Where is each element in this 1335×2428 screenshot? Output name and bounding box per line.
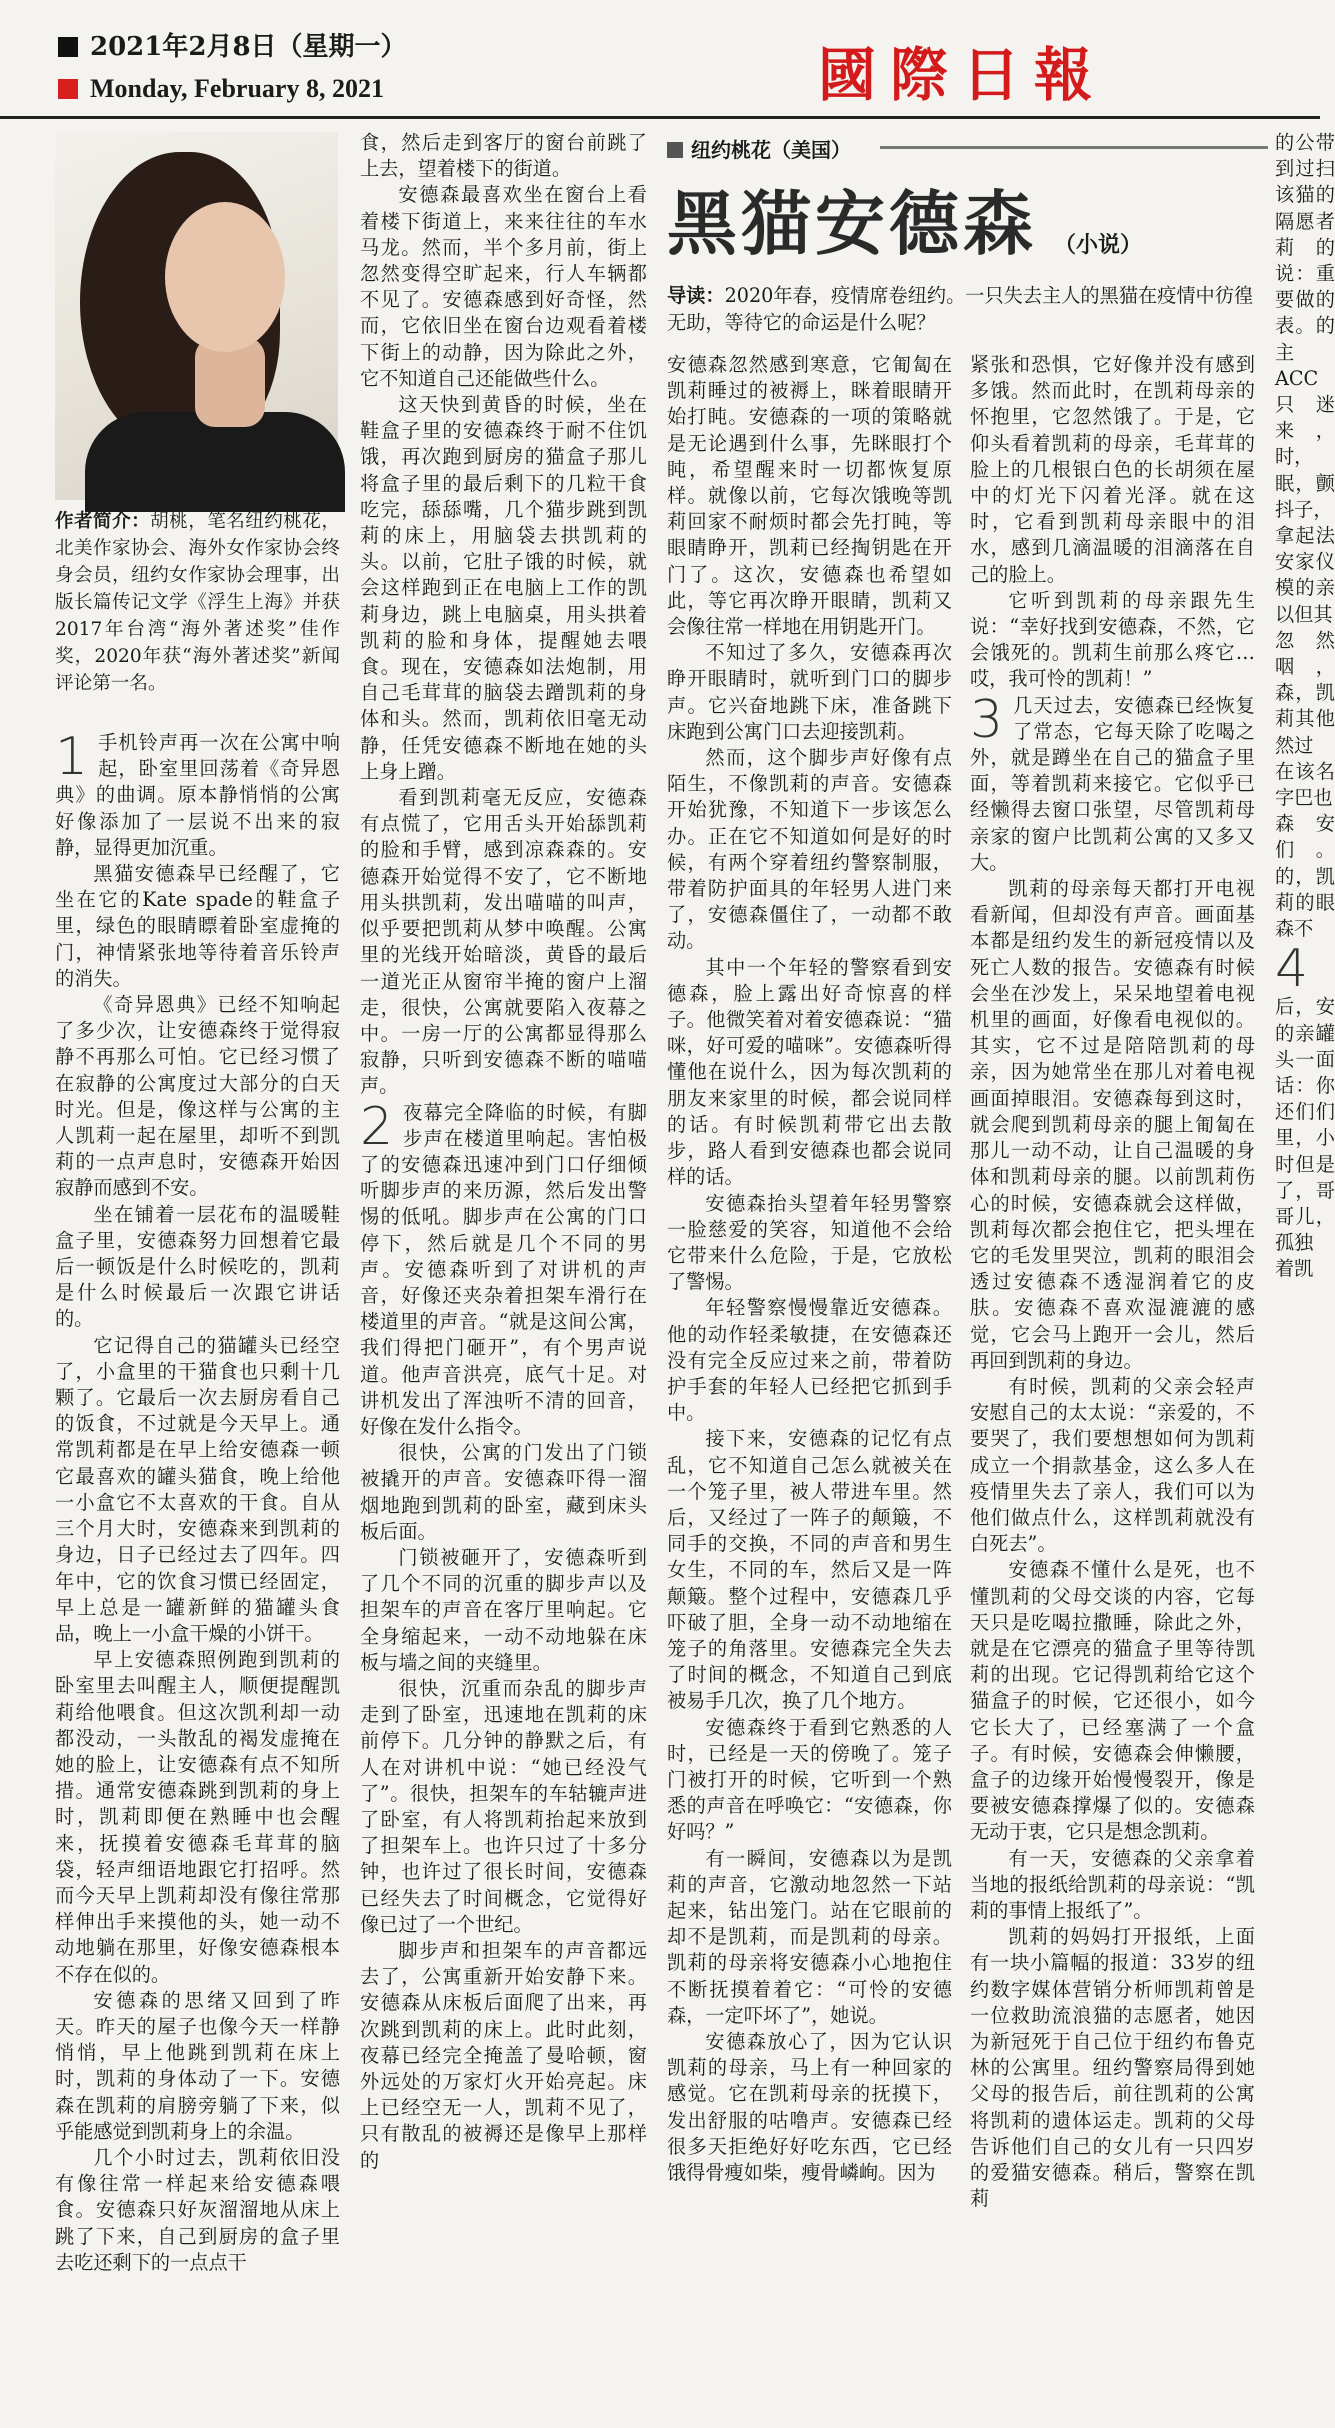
author-photo (55, 132, 338, 500)
article-title: 黑猫安德森 (667, 183, 1037, 265)
section-label-text: 纽约桃花（美国） (691, 138, 851, 162)
article-column-2 (360, 130, 647, 2174)
paragraph: 几个小时过去，凯莉依旧没有像往常一样起来给安德森喂食。安德森只好灰溜溜地从床上跳了下来，自己到厨房的盒子里去吃还剩下的一点点干 (55, 2145, 340, 2274)
paragraph: 安德森不懂什么是死，也不懂凯莉的父母交谈的内容，它每天只是吃喝拉撒睡，除此之外，就是在它漂亮的猫盒子里等待凯莉的出现。它记得凯莉给它这个猫盒子的时候，它还很小，如今它长大了，已经塞满了一个盒子。有时候，安德森会伸懒腰，盒子的边缘开始慢慢裂开，像是要被安德森撑爆了似的。安德森无动于衷，它只是想念凯莉。 (970, 1558, 1255, 1844)
paragraph: 紧张和恐惧，它好像并没有感到多饿。然而此时，在凯莉母亲的怀抱里，它忽然饿了。于是，它仰头看着凯莉的母亲，毛茸茸的脸上的几根银白色的长胡须在屋中的灯光下闪着光泽。就在这时，它看到凯莉母亲眼中的泪水，感到几滴温暖的泪滴落在自己的脸上。 (970, 353, 1255, 586)
author-bio (55, 508, 340, 697)
paragraph: 安德森忽然感到寒意，它匍匐在凯莉睡过的被褥上，眯着眼睛开始打盹。安德森的一项的策略就是无论遇到什么事，先眯眼打个盹，希望醒来时一切都恢复原样。就像以前，它每次饿晚等凯莉回家不耐烦时都会先打盹，等眼睛睁开，凯莉已经掏钥匙在开门了。这次，安德森也希望如此，等它再次睁开眼睛，凯莉又会像往常一样地在用钥匙开门。 (667, 353, 952, 639)
paragraph: 安德森终于看到它熟悉的人时，已经是一天的傍晚了。笼子门被打开的时候，它听到一个熟悉的声音在呼唤它：“安德森，你好吗？” (667, 1715, 952, 1844)
lead-text: 2020年春，疫情席卷纽约。一只失去主人的黑猫在疫情中彷徨无助，等待它的命运是什么呢？ (667, 284, 1254, 334)
paragraph: 森安们。的，凯莉的眼森不 (1275, 812, 1335, 941)
paragraph: 然而，这个脚步声好像有点陌生，不像凯莉的声音。安德森开始犹豫，不知道下一步该怎么办。正在它不知道如何是好的时候，有两个穿着纽约警察制服，带着防护面具的年轻男人进门来了，安德森僵住了，一动都不敢动。 (667, 746, 952, 953)
paragraph: 的公带到过扫该猫的隔愿者莉的说：重要做的表。的主ACC只迷来，时， (1275, 131, 1335, 469)
article-column-4 (970, 352, 1255, 2212)
date-en-text: Monday, February 8, 2021 (90, 74, 384, 103)
paragraph: 《奇异恩典》已经不知响起了多少次，让安德森终于觉得寂静不再那么可怕。它已经习惯了在寂静的公寓度过大部分的白天时光。但是，像这样与公寓的主人凯莉一起在屋里，却听不到凯莉的一点声息时，安德森开始因寂静而感到不安。 (55, 993, 340, 1200)
paragraph: 看到凯莉毫无反应，安德森有点慌了，它用舌头开始舔凯莉的脸和手臂，感到凉森森的。安德森开始觉得不安了，它不断地用头拱凯莉，发出喵喵的叫声，似乎要把凯莉从梦中唤醒。公寓里的光线开始暗淡，黄昏的最后一道光正从窗帘半掩的窗户上溜走，很快，公寓就要陷入夜幕之中。一房一厅的公寓都显得那么寂静，只听到安德森不断的喵喵声。 (360, 786, 647, 1098)
paragraph: 安德森的思绪又回到了昨天。昨天的屋子也像今天一样静悄悄，早上他跳到凯莉在床上时，凯莉的身体动了一下。安德森在凯莉的肩膀旁躺了下来，似乎能感觉到凯莉身上的余温。 (55, 1988, 340, 2143)
section-number-1: 1 (55, 727, 89, 787)
paragraph: 有时候，凯莉的父亲会轻声安慰自己的太太说：“亲爱的，不要哭了，我们要想想如何为凯莉成立一个捐款基金，这么多人在疫情里失去了亲人，我们可以为他们做点什么，这样凯莉就没有白死去”。 (970, 1374, 1255, 1556)
section-rule (880, 146, 1268, 149)
paragraph: 2 夜幕完全降临的时候，有脚步声在楼道里响起。害怕极了的安德森迅速冲到门口仔细倾听脚步声的来历源，然后发出警惕的低吼。脚步声在公寓的门口停下，然后就是几个不同的男声。安德森听到了对讲机的声音，好像还夹杂着担架车滑行在楼道里的声音。“就是这间公寓，我们得把门砸开”，有个男声说道。他声音洪亮，底气十足。对讲机发出了浑浊听不清的回音，好像在发什么指令。 (360, 1096, 647, 1438)
section-label (667, 134, 851, 163)
paragraph: 年轻警察慢慢靠近安德森。他的动作轻柔敏捷，在安德森还没有完全反应过来之前，带着防护手套的年轻人已经把它抓到手中。 (667, 1296, 952, 1425)
paragraph: 4 后，安的亲罐头一面话：你还们们里，小时但是了，哥哥儿，孤独 (1275, 939, 1335, 1255)
paragraph: 凯莉的妈妈打开报纸，上面有一块小篇幅的报道：33岁的纽约数字媒体营销分析师凯莉曾是一位救助流浪猫的志愿者，她因为新冠死于自己位于纽约布鲁克林的公寓里。纽约警察局得到她父母的报告后，前往凯莉的公寓将凯莉的遗体运走。凯莉的父母告诉他们自己的女儿有一只四岁的爱猫安德森。稍后，警察在凯莉 (970, 1925, 1255, 2211)
paragraph: 门锁被砸开了，安德森听到了几个不同的沉重的脚步声以及担架车的声音在客厅里响起。它全身缩起来，一动不动地躲在床板与墙之间的夹缝里。 (360, 1545, 647, 1674)
paragraph: 3 几天过去，安德森已经恢复了常态，它每天除了吃喝之外，就是蹲坐在自己的猫盒子里面，等着凯莉来接它。它似乎已经懒得去窗口张望，尽管凯莉母亲家的窗户比凯莉公寓的又多又大。 (970, 689, 1255, 874)
section-number-3: 3 (970, 689, 1004, 750)
paragraph: 1 手机铃声再一次在公寓中响起，卧室里回荡着《奇异恩典》的曲调。原本静悄悄的公寓好像添加了一层说不出来的寂静，显得更加沉重。 (55, 727, 340, 859)
paragraph: 在该名字巴也 (1275, 759, 1335, 810)
article-column-5-partial (1275, 130, 1335, 1283)
section-square-icon (667, 142, 683, 158)
article-lead (667, 282, 1257, 336)
article-column-3 (667, 352, 952, 2186)
header-date-cn (58, 26, 407, 63)
article-column-1 (55, 727, 340, 2276)
paragraph: 脚步声和担架车的声音都远去了，公寓重新开始安静下来。安德森从床板后面爬了出来，再次跳到凯莉的床上。此时此刻，夜幕已经完全掩盖了曼哈顿，窗外远处的万家灯火开始亮起。床上已经空无一人，凯莉不见了，只有散乱的被褥还是像早上那样的 (360, 1939, 647, 2172)
article-subtitle: （小说） (1054, 232, 1143, 258)
paragraph: 有一瞬间，安德森以为是凯莉的声音，它激动地忽然一下站起来，钻出笼门。站在它眼前的却不是凯莉，而是凯莉的母亲。凯莉的母亲将安德森小心地抱住不断抚摸着着它：“可怜的安德森，一定吓坏了”，她说。 (667, 1846, 952, 2027)
paragraph: 早上安德森照例跑到凯莉的卧室里去叫醒主人，顺便提醒凯莉给他喂食。但这次凯利却一动都没动，一头散乱的褐发虚掩在她的脸上，让安德森有点不知所措。通常安德森跳到凯莉的身上时，凯莉即便在熟睡中也会醒来，抚摸着安德森毛茸茸的脑袋，轻声细语地跟它打招呼。然而今天早上凯莉却没有像往常那样伸出手来摸他的头，她一动不动地躺在那里，好像安德森根本不存在似的。 (55, 1648, 340, 1986)
date-cn-text: 2021年2月8日（星期一） (90, 32, 407, 62)
paragraph: 接下来，安德森的记忆有点乱，它不知道自己怎么就被关在一个笼子里，被人带进车里。然后，又经过了一阵子的颠簸，不同手的交换，不同的声音和男生女生，不同的车，然后又是一阵颠簸。整个过程中，安德森几乎吓破了胆，全身一动不动地缩在笼子的角落里。安德森完全失去了时间的概念，不知道自己到底被易手几次，换了几个地方。 (667, 1427, 952, 1713)
section-number-4: 4 (1275, 939, 1309, 1000)
lead-label: 导读： (667, 284, 725, 307)
paragraph: 这天快到黄昏的时候，坐在鞋盒子里的安德森终于耐不住饥饿，再次跑到厨房的猫盒子那儿将盒子里的最后剩下的几粒干食吃完，舔舔嘴，几个猫步跳到凯莉的床上，用脑袋去拱凯莉的头。以前，它肚子饿的时候，就会这样跑到正在电脑上工作的凯莉身边，跳上电脑桌，用头拱着凯莉的脸和身体，提醒她去喂食。现在，安德森如法炮制，用自己毛茸茸的脑袋去蹭凯莉的身体和头。然而，凯莉依旧毫无动静，任凭安德森不断地在她的头上身上蹭。 (360, 393, 647, 783)
red-square-icon (58, 79, 78, 99)
paragraph: 安德森抬头望着年轻男警察一脸慈爱的笑容，知道他不会给它带来什么危险，于是，它放松了警惕。 (667, 1191, 952, 1294)
paragraph: 黑猫安德森早已经醒了，它坐在它的Kate spade的鞋盒子里，绿色的眼睛瞟着卧室虚掩的门，神情紧张地等待着音乐铃声的消失。 (55, 862, 340, 990)
paragraph: 它记得自己的猫罐头已经空了，小盒里的干猫食也只剩十几颗了。它最后一次去厨房看自己的饭食，不过就是今天早上。通常凯莉都是在早上给安德森一顿它最喜欢的罐头猫食，晚上给他一小盒它不太喜欢的干食。自从三个月大时，安德森来到凯莉的身边，日子已经过去了四年。四年中，它的饮食习惯已经固定，早上总是一罐新鲜的猫罐头食品，晚上一小盒干燥的小饼干。 (55, 1333, 340, 1645)
author-bio-label: 作者简介： (55, 511, 151, 532)
paragraph: 着凯 (1275, 1257, 1314, 1281)
paragraph: 忽然咽，森，凯莉其他然过 (1275, 628, 1335, 757)
paragraph: 很快，公寓的门发出了门锁被撬开的声音。安德森吓得一溜烟地跑到凯莉的卧室，藏到床头板后面。 (360, 1441, 647, 1543)
top-rule (0, 116, 1320, 119)
paragraph: 安德森放心了，因为它认识凯莉的母亲，马上有一种回家的感觉。它在凯莉母亲的抚摸下，发出舒服的咕噜声。安德森已经很多天拒绝好好吃东西，它已经饿得骨瘦如柴，瘦骨嶙峋。因为 (667, 2030, 952, 2185)
paragraph: 很快，沉重而杂乱的脚步声走到了卧室，迅速地在凯莉的床前停下。几分钟的静默之后，有人在对讲机中说：“她已经没气了”。很快，担架车的车轱辘声进了卧室，有人将凯莉抬起来放到了担架车上。也许只过了十多分钟，也许过了很长时间，安德森已经失去了时间概念，它觉得好像已过了一个世纪。 (360, 1676, 647, 1936)
paragraph: 有一天，安德森的父亲拿着当地的报纸给凯莉的母亲说：“凯莉的事情上报纸了”。 (970, 1846, 1255, 1922)
black-square-icon (58, 37, 78, 57)
paragraph: 凯莉的母亲每天都打开电视看新闻，但却没有声音。画面基本都是纽约发生的新冠疫情以及死亡人数的报告。安德森有时候会坐在沙发上，呆呆地望着电视机里的画面，好像看电视似的。其实，它不过是陪陪凯莉的母亲，因为她常坐在那儿对着电视画面掉眼泪。安德森每到这时，就会爬到凯莉母亲的腿上匍匐在那儿一动不动，让自己温暖的身体和凯莉母亲的腿。以前凯莉伤心的时候，安德森就会这样做，凯莉每次都会抱住它，把头埋在它的毛发里哭泣，凯莉的眼泪会透过安德森不透湿润着它的皮肤。安德森不喜欢湿漉漉的感觉，它会马上跑开一会儿，然后再回到凯莉的身边。 (970, 877, 1255, 1372)
paragraph: 其中一个年轻的警察看到安德森，脸上露出好奇惊喜的样子。他微笑着对着安德森说：“猫咪，好可爱的喵咪”。安德森听得懂他在说什么，因为每次凯莉的朋友来家里的时候，都会说同样的话。有时候凯莉带它出去散步，路人看到安德森也都会说同样的话。 (667, 955, 952, 1189)
paragraph: 安德森最喜欢坐在窗台上看着楼下街道上，来来往往的车水马龙。然而，半个多月前，街上忽然变得空旷起来，行人车辆都不见了。安德森感到好奇怪，然而，它依旧坐在窗台边观看着楼下街上的动静，因为除此之外，它不知道自己还能做些什么。 (360, 183, 647, 390)
paragraph: 坐在铺着一层花布的温暖鞋盒子里，安德森努力回想着它最后一顿饭是什么时候吃的，凯莉是什么时候最后一次跟它讲话的。 (55, 1202, 340, 1331)
masthead: 國際日報 (818, 41, 1107, 109)
paragraph: 眠，颤抖子， (1275, 471, 1335, 521)
paragraph: 不知过了多久，安德森再次睁开眼睛时，就听到门口的脚步声。它兴奋地跳下床，准备跳下床跑到公寓门口去迎接凯莉。 (667, 641, 952, 743)
paragraph: 食，然后走到客厅的窗台前跳了上去，望着楼下的街道。 (360, 131, 647, 181)
author-bio-text: 胡桃，笔名纽约桃花，北美作家协会、海外女作家协会终身会员，纽约女作家协会理事，出版长篇传记文学《浮生上海》并获2017年台湾“海外著述奖”佳作奖，2020年获“海外著述奖”新闻评论第一名。 (55, 511, 340, 694)
header-date-en (58, 74, 384, 104)
paragraph: 拿起法安家仪模的亲以但其 (1275, 524, 1335, 626)
section-number-2: 2 (360, 1096, 394, 1157)
paragraph: 它听到凯莉的母亲跟先生说：“幸好找到安德森，不然，它会饿死的。凯莉生前那么疼它…哎，我可怜的凯莉！” (970, 588, 1255, 691)
